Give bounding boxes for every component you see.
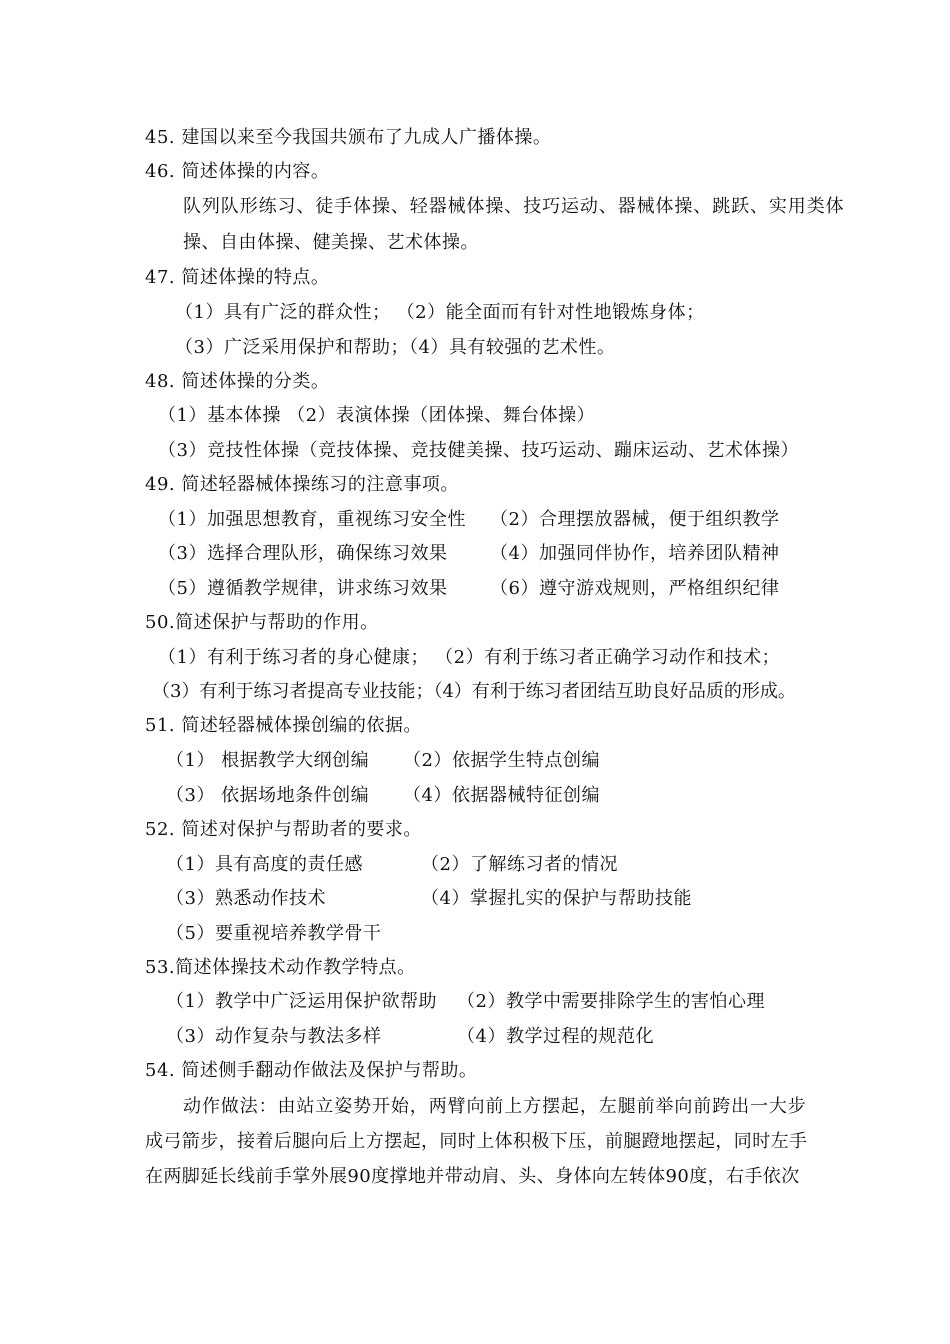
question-51-item: （4）依据器械特征创编 [403,785,600,806]
question-52-item: （4）掌握扎实的保护与帮助技能 [421,888,692,909]
question-52-item: （2）了解练习者的情况 [421,854,618,875]
question-47-title: 47. 简述体操的特点。 [145,267,330,288]
question-49-item: （4）加强同伴协作，培养团队精神 [490,543,780,564]
question-54-title: 54. 简述侧手翻动作做法及保护与帮助。 [145,1060,478,1081]
question-48-item: （3）竞技性体操（竞技体操、竞技健美操、技巧运动、蹦床运动、艺术体操） [158,440,799,461]
question-49-item: （1）加强思想教育，重视练习安全性 [158,509,466,530]
question-48-item: （1）基本体操 （2）表演体操（团体操、舞台体操） [158,405,596,426]
question-51-item: （3） 依据场地条件创编 [166,785,370,806]
question-52-item: （5）要重视培养教学骨干 [166,923,382,944]
question-53-title: 53.简述体操技术动作教学特点。 [145,957,416,978]
question-49-title: 49. 简述轻器械体操练习的注意事项。 [145,474,459,495]
question-54-body-line: 动作做法：由站立姿势开始，两臂向前上方摆起，左腿前举向前跨出一大步 [183,1096,807,1117]
question-46-body-line: 操、自由体操、健美操、艺术体操。 [183,232,479,253]
question-49-item: （3）选择合理队形，确保练习效果 [158,543,448,564]
question-54-body-line: 在两脚延长线前手掌外展90度撑地并带动肩、头、身体向左转体90度，右手依次 [145,1166,800,1187]
question-51-item: （2）依据学生特点创编 [403,750,600,771]
question-53-item: （1）教学中广泛运用保护欲帮助 [166,991,437,1012]
question-47-item: （3）广泛采用保护和帮助；（4）具有较强的艺术性。 [175,337,616,358]
question-48-title: 48. 简述体操的分类。 [145,371,330,392]
question-47-item: （1）具有广泛的群众性； （2）能全面而有针对性地锻炼身体； [175,302,705,323]
question-52-item: （3）熟悉动作技术 [166,888,326,909]
question-49-item: （5）遵循教学规律，讲求练习效果 [158,578,448,599]
question-54-body-line: 成弓箭步，接着后腿向后上方摆起，同时上体积极下压，前腿蹬地摆起，同时左手 [145,1131,808,1152]
question-49-item: （2）合理摆放器械，便于组织教学 [490,509,780,530]
question-50-item: （1）有利于练习者的身心健康； （2）有利于练习者正确学习动作和技术； [158,647,781,668]
question-46-body-line: 队列队形练习、徒手体操、轻器械体操、技巧运动、器械体操、跳跃、实用类体 [183,196,845,217]
question-46-title: 46. 简述体操的内容。 [145,161,330,182]
question-52-item: （1）具有高度的责任感 [166,854,363,875]
question-49-item: （6）遵守游戏规则，严格组织纪律 [490,578,780,599]
question-52-title: 52. 简述对保护与帮助者的要求。 [145,819,422,840]
question-50-item: （3）有利于练习者提高专业技能；（4）有利于练习者团结互助良好品质的形成。 [152,681,796,702]
question-51-title: 51. 简述轻器械体操创编的依据。 [145,715,422,736]
question-53-item: （2）教学中需要排除学生的害怕心理 [457,991,765,1012]
question-45-title: 45. 建国以来至今我国共颁布了九成人广播体操。 [145,127,552,148]
question-50-title: 50.简述保护与帮助的作用。 [145,612,379,633]
question-53-item: （3）动作复杂与教法多样 [166,1026,382,1047]
question-51-item: （1） 根据教学大纲创编 [166,750,370,771]
question-53-item: （4）教学过程的规范化 [457,1026,654,1047]
